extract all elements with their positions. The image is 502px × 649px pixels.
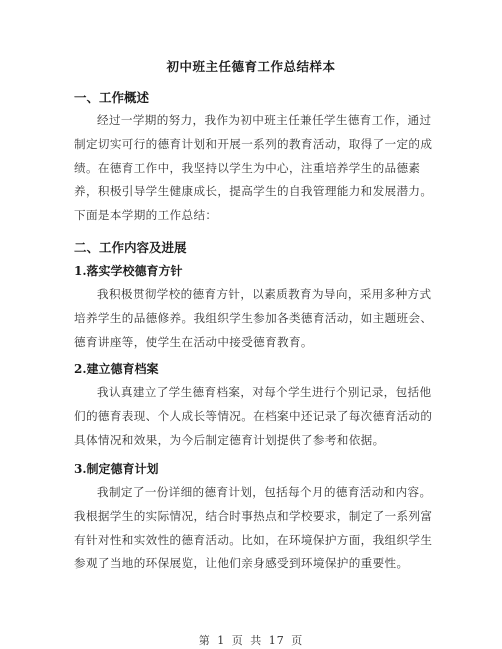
page-number: 1 bbox=[217, 634, 226, 647]
section-heading-overview: 一、工作概述 bbox=[74, 90, 150, 105]
text-line: 下面是本学期的工作总结： bbox=[74, 208, 218, 223]
page-footer bbox=[0, 632, 502, 648]
footer-prefix: 第 bbox=[198, 634, 211, 647]
paragraph-archive bbox=[74, 381, 433, 452]
text-line: 参观了当地的环保展览，让他们亲身感受到环境保护的重要性。 bbox=[74, 556, 409, 571]
subsection-heading-archive: 2.建立德育档案 bbox=[74, 362, 159, 376]
text-line: 养，积极引导学生健康成长，提高学生的自我管理能力和发展潜力。 bbox=[74, 184, 433, 199]
subsection-heading-plan: 3.制定德育计划 bbox=[74, 462, 159, 476]
footer-page-word: 页 bbox=[231, 634, 244, 647]
text-line: 经过一学期的努力，我作为初中班主任兼任学生德育工作，通过 bbox=[97, 113, 432, 127]
document-title: 初中班主任德育工作总结样本 bbox=[166, 59, 336, 74]
text-line: 有针对性和实效性的德育活动。比如，在环境保护方面，我组织学生 bbox=[74, 532, 433, 547]
text-line: 培养学生的品德修养。我组织学生参加各类德育活动，如主题班会、 bbox=[74, 310, 433, 325]
text-line: 我制定了一份详细的德育计划，包括每个月的德育活动和内容。 bbox=[97, 485, 432, 499]
text-line: 我积极贯彻学校的德育方针，以素质教育为导向，采用多种方式 bbox=[97, 287, 432, 301]
footer-suffix: 页 bbox=[291, 634, 304, 647]
paragraph-overview bbox=[74, 109, 433, 228]
text-line: 们的德育表现、个人成长等情况。在档案中还记录了每次德育活动的 bbox=[74, 408, 433, 423]
text-line: 具体情况和效果，为今后制定德育计划提供了参考和依据。 bbox=[74, 432, 385, 447]
subsection-heading-policy: 1.落实学校德育方针 bbox=[74, 264, 183, 278]
paragraph-policy bbox=[74, 283, 433, 354]
total-pages: 17 bbox=[268, 634, 285, 647]
text-line: 德育讲座等，使学生在活动中接受德育教育。 bbox=[74, 334, 313, 349]
text-line: 我根据学生的实际情况，结合时事热点和学校要求，制定了一系列富 bbox=[74, 508, 433, 523]
section-heading-content: 二、工作内容及进展 bbox=[74, 240, 187, 255]
text-line: 绩。在德育工作中，我坚持以学生为中心，注重培养学生的品德素 bbox=[74, 160, 421, 175]
text-line: 制定切实可行的德育计划和开展一系列的教育活动，取得了一定的成 bbox=[74, 136, 433, 151]
text-line: 我认真建立了学生德育档案，对每个学生进行个别记录，包括他 bbox=[97, 385, 432, 399]
footer-total-word: 共 bbox=[250, 634, 263, 647]
paragraph-plan bbox=[74, 481, 433, 576]
